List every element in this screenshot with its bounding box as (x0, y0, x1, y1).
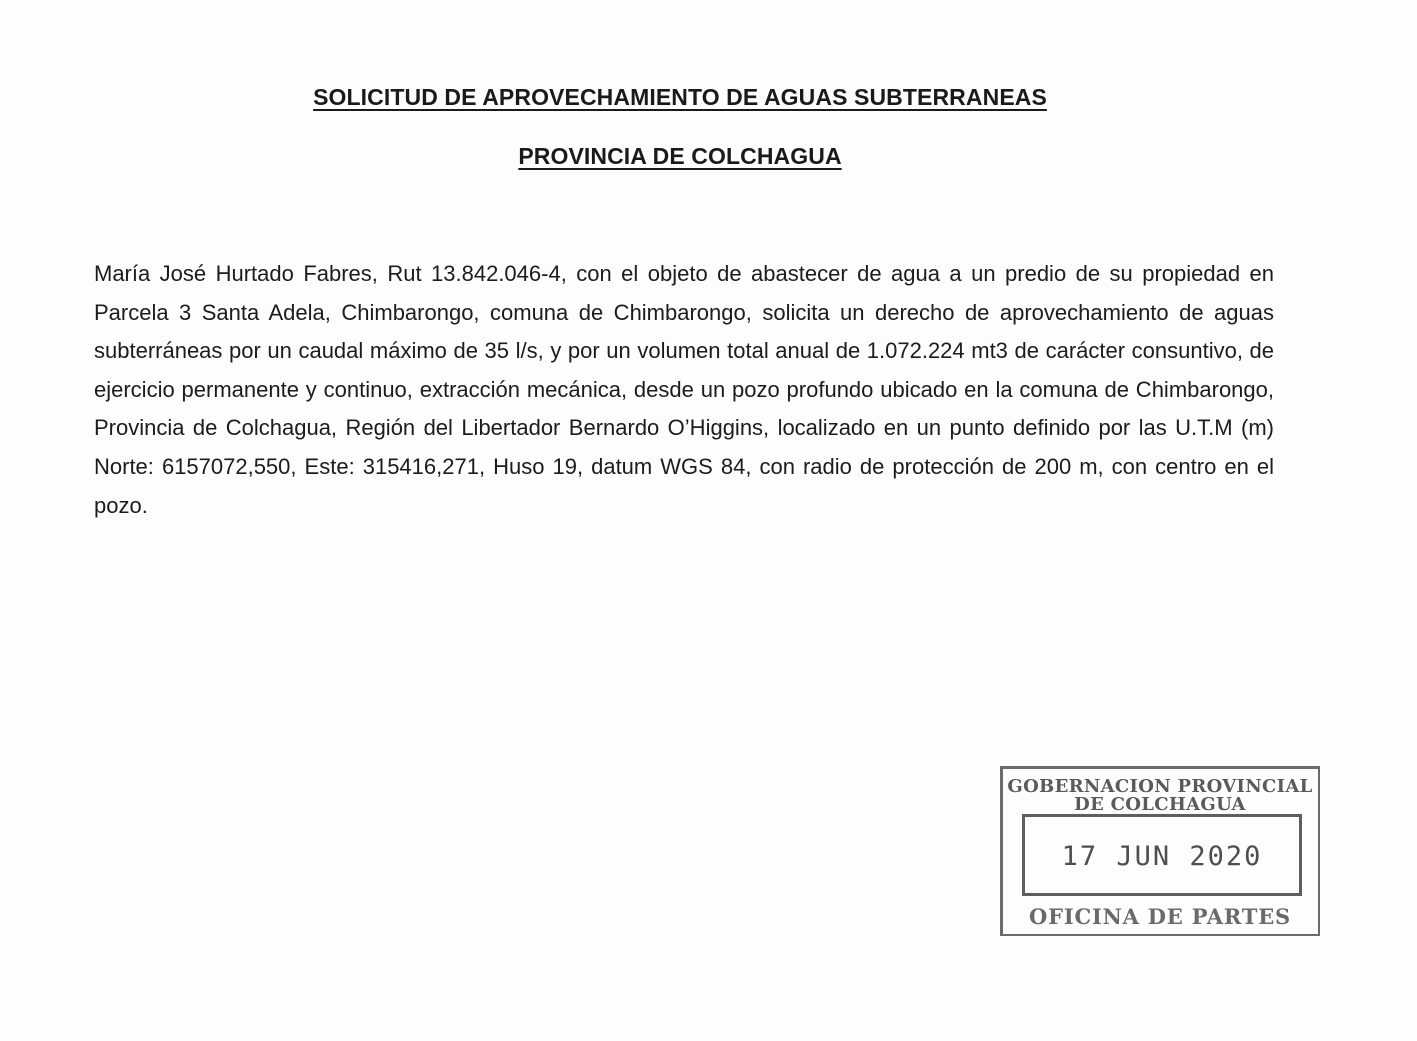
stamp-date: 17 JUN 2020 (1061, 841, 1263, 872)
stamp-department-line: OFICINA DE PARTES (1029, 904, 1291, 929)
request-paragraph: María José Hurtado Fabres, Rut 13.842.046-4, con el objeto de abastecer de agua a un predio de su propiedad en Parcela 3 Santa Adela, Chimbarongo, comuna de Chimbarongo, solicita un derecho de aprovechamiento de aguas subterráneas por un caudal máximo de 35 l/s, y por un volumen total anual de 1.072.224 mt3 de carácter consuntivo, de ejercicio permanente y continuo, extracción mecánica, desde un pozo profundo ubicado en la comuna de Chimbarongo, Provincia de Colchagua, Región del Libertador Bernardo O’Higgins, localizado en un punto definido por las U.T.M (m) Norte: 6157072,550, Este: 315416,271, Huso 19, datum WGS 84, con radio de protección de 200 m, con centro en el pozo. (94, 261, 1274, 518)
document-subtitle: PROVINCIA DE COLCHAGUA (518, 143, 842, 169)
stamp-province-line: DE COLCHAGUA (1074, 794, 1246, 815)
stamp-office-line: GOBERNACION PROVINCIAL (1007, 776, 1313, 797)
reception-stamp (1000, 766, 1324, 940)
document-title: SOLICITUD DE APROVECHAMIENTO DE AGUAS SUBTERRANEAS (313, 84, 1047, 110)
stamp-date-box (1022, 814, 1302, 896)
